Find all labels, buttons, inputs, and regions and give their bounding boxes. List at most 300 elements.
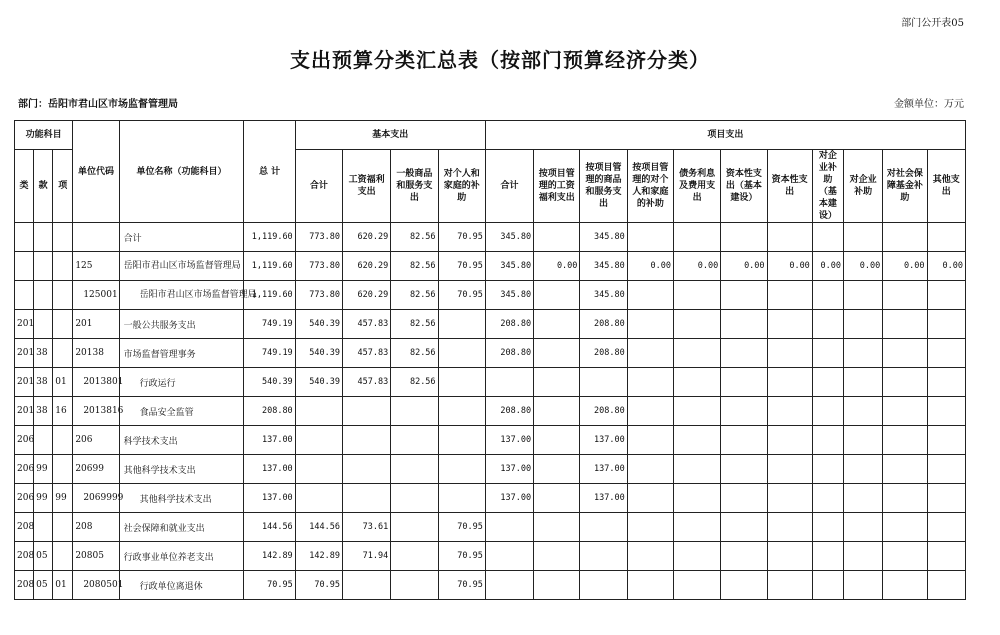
amount-cell	[767, 397, 812, 426]
amount-cell: 540.39	[295, 368, 342, 397]
xiang-cell	[53, 542, 73, 571]
amount-cell: 0.00	[627, 252, 673, 281]
table-row	[15, 484, 966, 513]
unit-code-cell: 2013816	[73, 397, 119, 426]
amount-cell: 137.00	[244, 426, 295, 455]
amount-cell	[673, 455, 720, 484]
lei-cell	[15, 252, 34, 281]
amount-cell	[391, 484, 438, 513]
unit-code-cell: 201	[73, 310, 119, 339]
xiang-cell	[53, 339, 73, 368]
amount-cell	[627, 339, 673, 368]
amount-cell: 345.80	[580, 281, 627, 310]
amount-cell: 345.80	[485, 223, 533, 252]
unit-name-cell: 其他科学技术支出	[119, 484, 244, 513]
amount-cell	[295, 426, 342, 455]
amount-cell	[927, 310, 966, 339]
unit-code-cell: 20138	[73, 339, 119, 368]
amount-cell	[812, 571, 843, 600]
amount-cell	[342, 484, 390, 513]
amount-cell	[673, 281, 720, 310]
amount-cell	[883, 310, 927, 339]
amount-cell	[721, 281, 767, 310]
amount-cell	[767, 426, 812, 455]
amount-cell	[391, 571, 438, 600]
amount-cell	[883, 484, 927, 513]
xiang-header: 项	[53, 150, 73, 223]
amount-cell	[883, 397, 927, 426]
amount-cell: 540.39	[244, 368, 295, 397]
amount-cell	[844, 339, 883, 368]
amount-cell: 620.29	[342, 281, 390, 310]
project-col-header: 按项目管理的对个人和家庭的补助	[627, 150, 673, 223]
xiang-cell	[53, 426, 73, 455]
amount-cell	[534, 310, 580, 339]
lei-cell: 201	[15, 368, 34, 397]
amount-cell	[844, 281, 883, 310]
kuan-cell	[34, 513, 53, 542]
amount-unit-label: 金额单位：万元	[894, 99, 964, 110]
amount-cell: 1,119.60	[244, 281, 295, 310]
unit-name-cell: 岳阳市君山区市场监督管理局	[119, 252, 244, 281]
table-body	[15, 223, 966, 600]
amount-cell: 0.00	[844, 252, 883, 281]
unit-name-cell: 市场监督管理事务	[119, 339, 244, 368]
amount-cell	[342, 571, 390, 600]
unit-name-header: 单位名称（功能科目）	[119, 121, 244, 223]
unit-code-cell	[73, 223, 119, 252]
xiang-cell	[53, 513, 73, 542]
amount-cell	[767, 281, 812, 310]
amount-cell: 345.80	[580, 223, 627, 252]
amount-cell	[812, 542, 843, 571]
table-row	[15, 252, 966, 281]
amount-cell: 70.95	[438, 513, 485, 542]
amount-cell: 71.94	[342, 542, 390, 571]
amount-cell: 137.00	[580, 455, 627, 484]
amount-cell: 208.80	[485, 397, 533, 426]
table-number: 部门公开表05	[901, 18, 964, 29]
basic-col-header: 合计	[295, 150, 342, 223]
lei-cell	[15, 281, 34, 310]
amount-cell: 208.80	[485, 339, 533, 368]
amount-cell: 208.80	[580, 310, 627, 339]
unit-code-cell: 125001	[73, 281, 119, 310]
amount-cell	[534, 426, 580, 455]
amount-cell	[721, 455, 767, 484]
amount-cell	[883, 281, 927, 310]
amount-cell	[673, 513, 720, 542]
project-col-header: 对企业补助（基本建设）	[812, 150, 843, 223]
project-col-header: 按项目管理的工资福利支出	[534, 150, 580, 223]
amount-cell	[342, 426, 390, 455]
amount-cell: 773.80	[295, 223, 342, 252]
amount-cell: 345.80	[485, 281, 533, 310]
department-label: 部门：岳阳市君山区市场监督管理局	[18, 99, 178, 110]
amount-cell: 70.95	[438, 571, 485, 600]
amount-cell	[812, 223, 843, 252]
amount-cell: 749.19	[244, 339, 295, 368]
amount-cell	[534, 339, 580, 368]
project-col-header: 按项目管理的商品和服务支出	[580, 150, 627, 223]
amount-cell: 82.56	[391, 281, 438, 310]
kuan-cell	[34, 426, 53, 455]
amount-cell	[673, 223, 720, 252]
table-row	[15, 368, 966, 397]
amount-cell: 208.80	[244, 397, 295, 426]
amount-cell: 0.00	[534, 252, 580, 281]
project-col-header: 资本性支出（基本建设）	[721, 150, 767, 223]
table-row	[15, 310, 966, 339]
lei-cell: 206	[15, 455, 34, 484]
amount-cell: 749.19	[244, 310, 295, 339]
unit-name-cell: 一般公共服务支出	[119, 310, 244, 339]
amount-cell	[721, 542, 767, 571]
amount-cell	[438, 368, 485, 397]
amount-cell: 0.00	[812, 252, 843, 281]
table-row	[15, 455, 966, 484]
amount-cell	[844, 397, 883, 426]
xiang-cell	[53, 310, 73, 339]
lei-cell: 201	[15, 310, 34, 339]
amount-cell: 620.29	[342, 252, 390, 281]
amount-cell	[927, 339, 966, 368]
unit-code-cell: 20699	[73, 455, 119, 484]
amount-cell	[721, 426, 767, 455]
amount-cell	[883, 571, 927, 600]
table-row	[15, 223, 966, 252]
amount-cell	[391, 455, 438, 484]
unit-code-cell: 206	[73, 426, 119, 455]
amount-cell	[534, 542, 580, 571]
amount-cell: 0.00	[883, 252, 927, 281]
amount-cell	[580, 571, 627, 600]
amount-cell: 137.00	[485, 455, 533, 484]
amount-cell	[721, 223, 767, 252]
expenditure-table	[14, 120, 966, 600]
amount-cell	[580, 513, 627, 542]
table-row	[15, 397, 966, 426]
amount-cell	[391, 397, 438, 426]
unit-name-cell: 行政运行	[119, 368, 244, 397]
amount-cell	[844, 513, 883, 542]
amount-cell	[438, 310, 485, 339]
amount-cell	[927, 484, 966, 513]
amount-cell: 82.56	[391, 310, 438, 339]
amount-cell	[391, 513, 438, 542]
amount-cell	[295, 455, 342, 484]
project-col-header: 对企业补助	[844, 150, 883, 223]
unit-name-cell: 食品安全监管	[119, 397, 244, 426]
amount-cell	[767, 223, 812, 252]
unit-name-cell: 行政单位离退休	[119, 571, 244, 600]
amount-cell: 70.95	[295, 571, 342, 600]
amount-cell: 457.83	[342, 368, 390, 397]
amount-cell	[391, 426, 438, 455]
amount-cell	[295, 484, 342, 513]
kuan-cell: 05	[34, 571, 53, 600]
lei-cell: 201	[15, 339, 34, 368]
amount-cell	[927, 397, 966, 426]
amount-cell	[767, 339, 812, 368]
unit-name-cell: 行政事业单位养老支出	[119, 542, 244, 571]
amount-cell: 144.56	[295, 513, 342, 542]
kuan-cell	[34, 252, 53, 281]
amount-cell	[844, 484, 883, 513]
amount-cell	[844, 571, 883, 600]
amount-cell: 773.80	[295, 252, 342, 281]
amount-cell: 144.56	[244, 513, 295, 542]
amount-cell	[438, 484, 485, 513]
amount-cell	[927, 513, 966, 542]
amount-cell	[673, 310, 720, 339]
amount-cell: 0.00	[767, 252, 812, 281]
amount-cell	[721, 339, 767, 368]
unit-code-cell: 20805	[73, 542, 119, 571]
amount-cell: 137.00	[580, 426, 627, 455]
amount-cell	[883, 542, 927, 571]
xiang-cell	[53, 281, 73, 310]
unit-code-header: 单位代码	[73, 121, 119, 223]
amount-cell: 142.89	[295, 542, 342, 571]
amount-cell: 208.80	[580, 339, 627, 368]
amount-cell	[342, 455, 390, 484]
lei-cell: 208	[15, 513, 34, 542]
project-col-header: 资本性支出	[767, 150, 812, 223]
amount-cell	[767, 368, 812, 397]
amount-cell	[721, 368, 767, 397]
amount-cell	[438, 426, 485, 455]
project-col-header: 合计	[485, 150, 533, 223]
project-col-header: 其他支出	[927, 150, 966, 223]
amount-cell	[485, 513, 533, 542]
amount-cell: 345.80	[580, 252, 627, 281]
amount-cell	[844, 223, 883, 252]
amount-cell	[812, 484, 843, 513]
unit-code-cell: 2080501	[73, 571, 119, 600]
amount-cell	[534, 281, 580, 310]
amount-cell	[534, 455, 580, 484]
amount-cell: 73.61	[342, 513, 390, 542]
amount-cell	[627, 397, 673, 426]
amount-cell	[485, 571, 533, 600]
amount-cell	[767, 310, 812, 339]
lei-cell: 201	[15, 397, 34, 426]
amount-cell: 137.00	[580, 484, 627, 513]
unit-name-cell: 社会保障和就业支出	[119, 513, 244, 542]
xiang-cell	[53, 252, 73, 281]
amount-cell: 773.80	[295, 281, 342, 310]
amount-cell	[627, 426, 673, 455]
amount-cell	[844, 368, 883, 397]
amount-cell	[812, 426, 843, 455]
amount-cell	[812, 455, 843, 484]
amount-cell	[812, 368, 843, 397]
basic-col-header: 工资福利支出	[342, 150, 390, 223]
amount-cell	[485, 542, 533, 571]
amount-cell	[342, 397, 390, 426]
unit-code-cell: 2013801	[73, 368, 119, 397]
table-row	[15, 339, 966, 368]
lei-cell: 208	[15, 542, 34, 571]
amount-cell: 0.00	[673, 252, 720, 281]
amount-cell	[844, 310, 883, 339]
amount-cell	[767, 542, 812, 571]
unit-name-cell: 科学技术支出	[119, 426, 244, 455]
amount-cell	[812, 281, 843, 310]
amount-cell	[627, 223, 673, 252]
amount-cell	[767, 513, 812, 542]
amount-cell	[673, 368, 720, 397]
amount-cell	[927, 455, 966, 484]
amount-cell	[534, 397, 580, 426]
amount-cell: 540.39	[295, 310, 342, 339]
lei-cell: 206	[15, 484, 34, 513]
amount-cell: 620.29	[342, 223, 390, 252]
xiang-cell: 01	[53, 368, 73, 397]
amount-cell	[927, 426, 966, 455]
amount-cell	[812, 513, 843, 542]
project-col-header: 对社会保障基金补助	[883, 150, 927, 223]
amount-cell	[721, 484, 767, 513]
amount-cell	[627, 542, 673, 571]
unit-name-cell: 岳阳市君山区市场监督管理局	[119, 281, 244, 310]
amount-cell: 70.95	[438, 223, 485, 252]
amount-cell: 137.00	[244, 455, 295, 484]
unit-name-cell: 其他科学技术支出	[119, 455, 244, 484]
lei-cell	[15, 223, 34, 252]
amount-cell	[927, 571, 966, 600]
lei-header: 类	[15, 150, 34, 223]
kuan-cell: 05	[34, 542, 53, 571]
project-col-header: 债务利息及费用支出	[673, 150, 720, 223]
amount-cell	[673, 571, 720, 600]
amount-cell: 137.00	[244, 484, 295, 513]
amount-cell	[721, 310, 767, 339]
amount-cell: 142.89	[244, 542, 295, 571]
amount-cell	[767, 484, 812, 513]
amount-cell: 1,119.60	[244, 252, 295, 281]
amount-cell	[580, 368, 627, 397]
amount-cell	[673, 339, 720, 368]
amount-cell: 345.80	[485, 252, 533, 281]
amount-cell	[883, 368, 927, 397]
unit-code-cell: 125	[73, 252, 119, 281]
amount-cell	[883, 426, 927, 455]
amount-cell	[812, 397, 843, 426]
amount-cell	[927, 368, 966, 397]
amount-cell: 208.80	[580, 397, 627, 426]
unit-code-cell: 208	[73, 513, 119, 542]
amount-cell	[534, 571, 580, 600]
xiang-cell	[53, 223, 73, 252]
kuan-cell: 38	[34, 339, 53, 368]
amount-cell	[767, 455, 812, 484]
lei-cell: 206	[15, 426, 34, 455]
xiang-cell	[53, 455, 73, 484]
table-row	[15, 281, 966, 310]
amount-cell	[534, 513, 580, 542]
table-row	[15, 513, 966, 542]
total-header: 总 计	[244, 121, 295, 223]
amount-cell	[721, 571, 767, 600]
project-expenditure-header: 项目支出	[485, 121, 965, 150]
amount-cell	[844, 455, 883, 484]
amount-cell	[883, 513, 927, 542]
xiang-cell: 99	[53, 484, 73, 513]
amount-cell	[812, 310, 843, 339]
amount-cell	[627, 281, 673, 310]
amount-cell: 540.39	[295, 339, 342, 368]
table-row	[15, 542, 966, 571]
amount-cell	[927, 281, 966, 310]
kuan-cell	[34, 310, 53, 339]
amount-cell	[673, 426, 720, 455]
amount-cell: 0.00	[927, 252, 966, 281]
amount-cell	[627, 484, 673, 513]
amount-cell: 208.80	[485, 310, 533, 339]
amount-cell: 1,119.60	[244, 223, 295, 252]
amount-cell	[580, 542, 627, 571]
amount-cell	[673, 484, 720, 513]
header-row-top	[15, 121, 966, 150]
table-row	[15, 571, 966, 600]
table-row	[15, 426, 966, 455]
amount-cell	[883, 339, 927, 368]
unit-code-cell: 2069999	[73, 484, 119, 513]
kuan-cell: 99	[34, 484, 53, 513]
amount-cell: 82.56	[391, 252, 438, 281]
amount-cell	[627, 310, 673, 339]
kuan-cell: 99	[34, 455, 53, 484]
amount-cell	[295, 397, 342, 426]
kuan-cell	[34, 281, 53, 310]
amount-cell	[485, 368, 533, 397]
xiang-cell: 16	[53, 397, 73, 426]
amount-cell	[721, 397, 767, 426]
amount-cell	[673, 542, 720, 571]
amount-cell: 70.95	[438, 542, 485, 571]
kuan-cell	[34, 223, 53, 252]
amount-cell	[534, 223, 580, 252]
kuan-cell: 38	[34, 368, 53, 397]
page-title: 支出预算分类汇总表（按部门预算经济分类）	[290, 48, 710, 72]
lei-cell: 208	[15, 571, 34, 600]
amount-cell	[883, 223, 927, 252]
amount-cell: 82.56	[391, 339, 438, 368]
amount-cell	[438, 455, 485, 484]
amount-cell	[812, 339, 843, 368]
amount-cell: 70.95	[438, 281, 485, 310]
basic-expenditure-header: 基本支出	[295, 121, 485, 150]
amount-cell	[438, 397, 485, 426]
amount-cell	[927, 223, 966, 252]
amount-cell	[767, 571, 812, 600]
amount-cell: 82.56	[391, 368, 438, 397]
amount-cell	[844, 426, 883, 455]
amount-cell: 457.83	[342, 310, 390, 339]
kuan-cell: 38	[34, 397, 53, 426]
amount-cell: 70.95	[244, 571, 295, 600]
amount-cell	[534, 484, 580, 513]
amount-cell: 137.00	[485, 484, 533, 513]
basic-col-header: 对个人和家庭的补助	[438, 150, 485, 223]
amount-cell	[627, 368, 673, 397]
kuan-header: 款	[34, 150, 53, 223]
amount-cell	[627, 513, 673, 542]
amount-cell	[883, 455, 927, 484]
amount-cell	[844, 542, 883, 571]
